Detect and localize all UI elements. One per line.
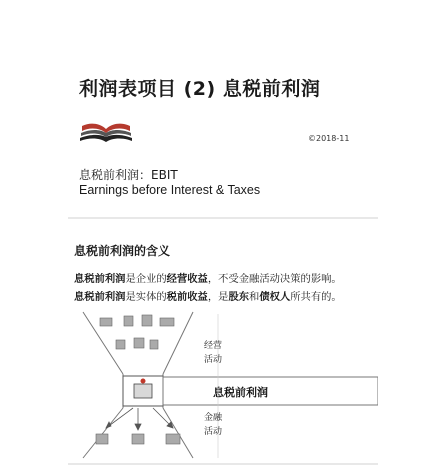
ebit-banner — [163, 377, 378, 405]
operating-label-1: 经营 — [204, 341, 223, 351]
coin-icon — [141, 379, 146, 384]
text-span: 经营收益 — [166, 273, 208, 285]
copyright-text: ©2018-11 — [308, 134, 350, 143]
text-span: 股东 — [228, 291, 250, 303]
text-span: 息税前利润 — [74, 291, 126, 303]
flow-arrows — [106, 408, 173, 430]
bottom-divider — [68, 463, 378, 465]
subtitle-chinese: 息税前利润：EBIT — [79, 168, 178, 182]
piggy-bank-icon — [166, 434, 180, 444]
definition-line-1 — [74, 270, 342, 285]
open-book-logo — [80, 117, 132, 143]
definition-line-2 — [74, 288, 342, 303]
money-hand-icon — [132, 434, 144, 444]
text-span: ，是 — [207, 291, 229, 303]
gear-icon — [134, 338, 144, 348]
machine-icon — [124, 316, 133, 326]
operating-assets-icons — [100, 315, 174, 349]
robot-arm-icon — [116, 340, 125, 349]
section-divider — [68, 217, 378, 219]
text-span: 和 — [249, 291, 260, 303]
subtitle-english: Earnings before Interest & Taxes — [79, 183, 261, 197]
text-span: ，不受金融活动决策的影响。 — [207, 273, 342, 285]
financing-icons — [96, 434, 180, 444]
truck-icon — [160, 318, 174, 326]
cash-register-icon — [134, 384, 152, 398]
crane-icon — [142, 315, 152, 326]
section-heading: 息税前利润的含义 — [74, 244, 171, 258]
text-span: 是企业的 — [125, 273, 167, 285]
bank-icon — [96, 434, 108, 444]
text-span: 债权人 — [259, 291, 291, 303]
text-span: 税前收益 — [166, 291, 208, 303]
ebit-flow-diagram — [68, 310, 378, 460]
financing-label-1: 金融 — [204, 413, 223, 423]
ebit-banner-label: 息税前利润 — [213, 386, 268, 399]
worker-icon — [150, 340, 158, 349]
operating-label-2: 活动 — [204, 355, 223, 365]
financing-label-2: 活动 — [204, 427, 223, 437]
text-span: 是实体的 — [125, 291, 167, 303]
factory-icon — [100, 318, 112, 326]
text-span: 所共有的。 — [290, 291, 342, 303]
text-span: 息税前利润 — [74, 273, 126, 285]
page-title: 利润表项目 (2) 息税前利润 — [79, 78, 321, 100]
